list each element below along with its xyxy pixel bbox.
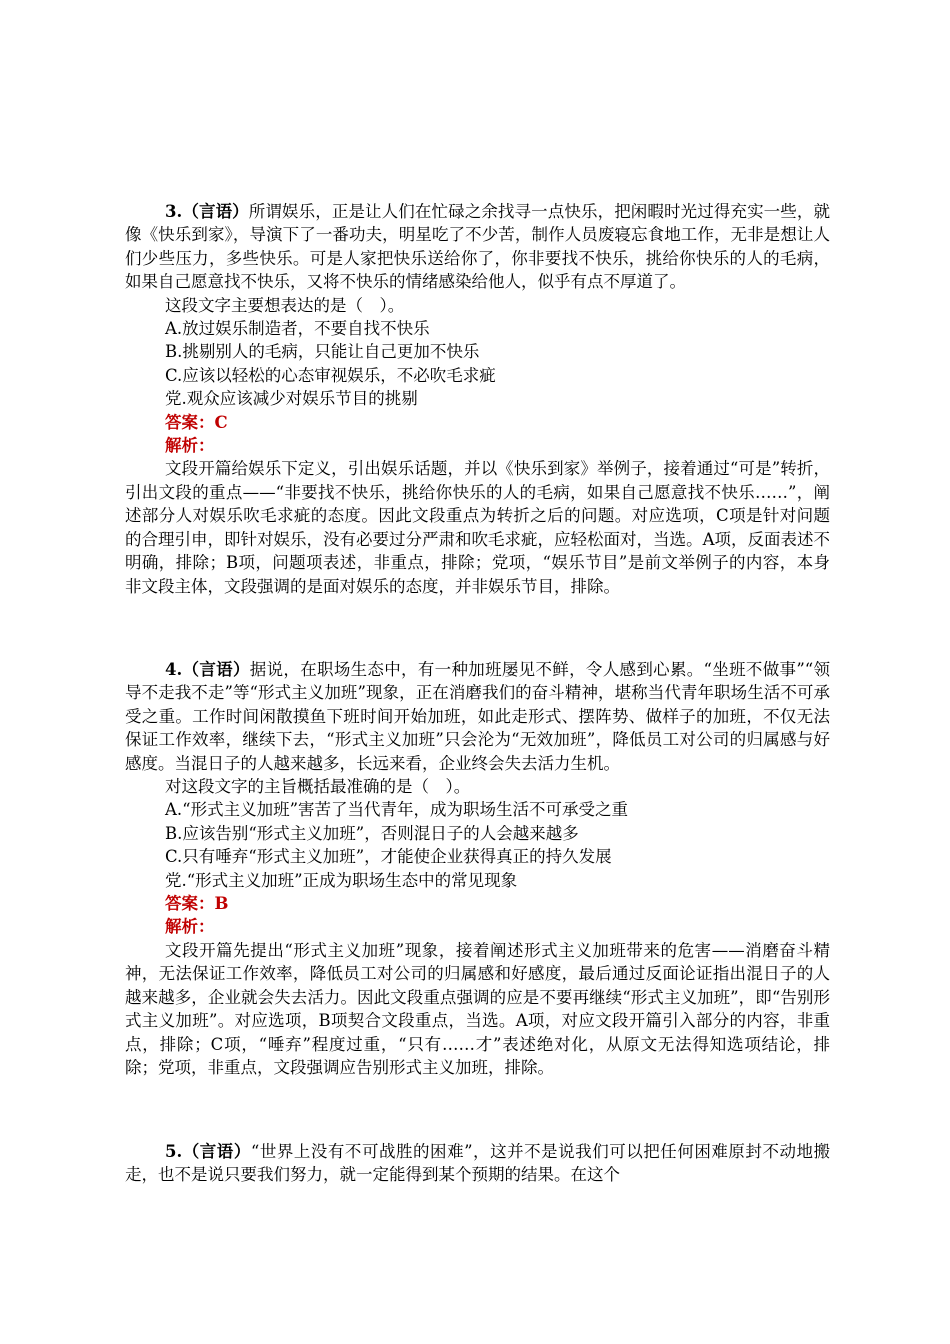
question-stem-text: 据说，在职场生态中，有一种加班屡见不鲜，令人感到心累。“坐班不做事”“领导不走我不走”等“形式主义加班”现象，正在消磨我们的奋斗精神，堪称当代青年职场生活不可承受之重。工作时间闲散摸鱼下班时间开始加班，如此走形式、摆阵势、做样子的加班，不仅无法保证工作效率，继续下去，“形式主义加班”只会沦为“无效加班”，降低员工对公司的归属感与好感度。当混日子的人越来越多，长远来看，企业终会失去活力生机。 <box>125 660 831 773</box>
question-stem <box>125 200 830 294</box>
option-c: C.应该以轻松的心态审视娱乐，不必吹毛求疵 <box>165 365 496 385</box>
option-d: 党.观众应该减少对娱乐节目的挑剔 <box>165 389 418 409</box>
question-stem <box>125 658 830 775</box>
option-a: A.“形式主义加班”害苦了当代青年，成为职场生活不可承受之重 <box>165 800 629 820</box>
question-3 <box>125 200 830 598</box>
question-number: 5. <box>165 1142 183 1161</box>
question-tag: （言语） <box>182 660 250 679</box>
option-b: B.挑剔别人的毛病，只能让自己更加不快乐 <box>165 342 480 362</box>
option-a: A.放过娱乐制造者，不要自找不快乐 <box>165 319 430 339</box>
question-4 <box>125 658 830 1079</box>
question-prompt: 这段文字主要想表达的是（ ）。 <box>165 295 405 315</box>
question-tag: （言语） <box>182 1142 251 1161</box>
question-5 <box>125 1140 830 1187</box>
question-stem-text: 所谓娱乐，正是让人们在忙碌之余找寻一点快乐，把闲暇时光过得充实一些，就像《快乐到家》，导演下了一番功夫，明星吃了不少苦，制作人员废寝忘食地工作，无非是想让人们少些压力，多些快乐。可是人家把快乐送给你了，你非要找不快乐，挑给你快乐的人的毛病，如果自己愿意找不快乐，又将不快乐的情绪感染给他人，似乎有点不厚道了。 <box>125 202 830 292</box>
question-stem <box>125 1140 830 1187</box>
question-prompt: 对这段文字的主旨概括最准确的是（ ）。 <box>165 777 471 797</box>
question-tag: （言语） <box>182 202 249 221</box>
analysis-label: 解析： <box>165 917 215 937</box>
question-number: 3. <box>165 202 183 221</box>
analysis-label: 解析： <box>165 436 215 456</box>
question-stem-text: “世界上没有不可战胜的困难”，这并不是说我们可以把任何困难原封不动地搬走，也不是说只要我们努力，就一定能得到某个预期的结果。在这个 <box>125 1142 831 1185</box>
option-c: C.只有唾弃“形式主义加班”，才能使企业获得真正的持久发展 <box>165 847 612 867</box>
option-b: B.应该告别“形式主义加班”，否则混日子的人会越来越多 <box>165 823 579 843</box>
analysis-text: 文段开篇给娱乐下定义，引出娱乐话题，并以《快乐到家》举例子，接着通过“可是”转折，引出文段的重点——“非要找不快乐，挑给你快乐的人的毛病，如果自己愿意找不快乐……”，阐述部分人对娱乐吹毛求疵的态度。因此文段重点为转折之后的问题。对应选项，C项是针对问题的合理引申，即针对娱乐，没有必要过分严肃和吹毛求疵，应轻松面对，当选。A项，反面表述不明确，排除；B项，问题项表述，非重点，排除；党项，“娱乐节目”是前文举例子的内容，本身非文段主体，文段强调的是面对娱乐的态度，并非娱乐节目，排除。 <box>125 459 830 596</box>
answer: 答案：B <box>165 894 229 914</box>
question-number: 4. <box>165 660 183 679</box>
analysis-text: 文段开篇先提出“形式主义加班”现象，接着阐述形式主义加班带来的危害——消磨奋斗精神，无法保证工作效率，降低员工对公司的归属感和好感度，最后通过反面论证指出混日子的人越来越多，企业就会失去活力。因此文段重点强调的应是不要再继续“形式主义加班”，即“告别形式主义加班”。对应选项，B项契合文段重点，当选。A项，对应文段开篇引入部分的内容，非重点，排除；C项，“唾弃”程度过重，“只有……才”表述绝对化，从原文无法得知选项结论，排除；党项，非重点，文段强调应告别形式主义加班，排除。 <box>125 940 830 1077</box>
answer: 答案：C <box>165 412 228 432</box>
option-d: 党.“形式主义加班”正成为职场生态中的常见现象 <box>165 870 518 890</box>
